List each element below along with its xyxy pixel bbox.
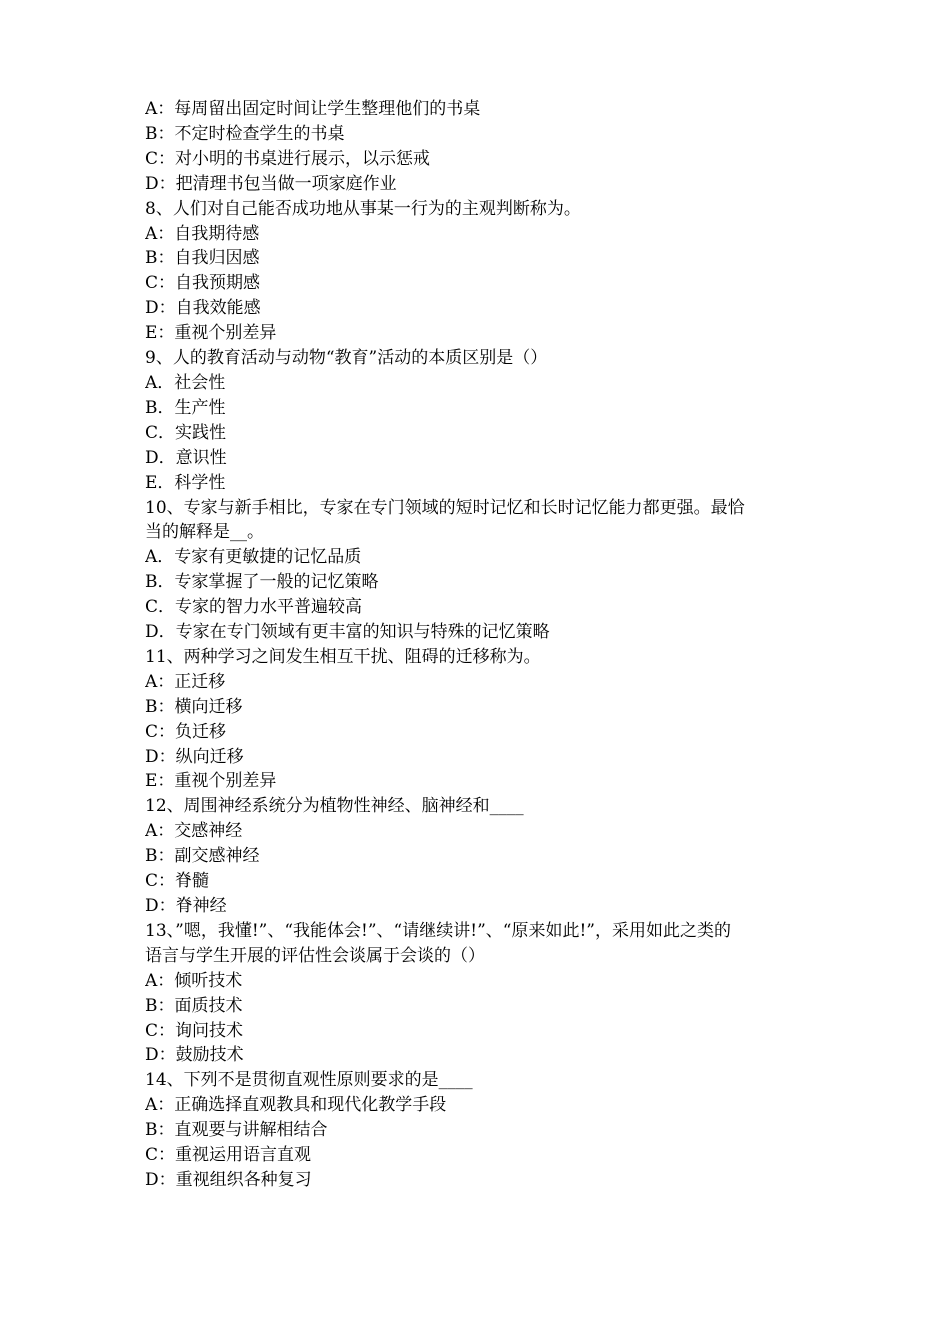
question-12 (145, 794, 815, 919)
option-line: D：重视组织各种复习 (145, 1169, 312, 1190)
option-line: B：直观要与讲解相结合 (145, 1120, 328, 1141)
question-10 (145, 496, 815, 645)
option-line: C：询问技术 (145, 1020, 244, 1041)
option-line: B．生产性 (145, 397, 226, 418)
option-line: A：正迁移 (145, 671, 226, 692)
option-line: D：脊神经 (145, 896, 227, 916)
option-line: D：把清理书包当做一项家庭作业 (145, 173, 397, 194)
option-line: C．实践性 (145, 422, 227, 443)
question-8 (145, 197, 815, 346)
question-stem: 10、专家与新手相比，专家在专门领域的短时记忆和长时记忆能力都更强。最恰 (145, 497, 745, 518)
question-11 (145, 645, 815, 794)
option-line: C：对小明的书桌进行展示，以示惩戒 (145, 148, 431, 169)
question-14 (145, 1068, 815, 1193)
option-line: C：脊髓 (145, 871, 210, 892)
option-line: E：重视个别差异 (145, 323, 277, 344)
option-line: A：倾听技术 (145, 970, 243, 991)
option-line: D．专家在专门领域有更丰富的知识与特殊的记忆策略 (145, 622, 550, 643)
option-line: D：纵向迁移 (145, 746, 244, 767)
question-stem: 14、下列不是贯彻直观性原则要求的是____ (145, 1070, 473, 1091)
question-stem-continued: 当的解释是__。 (145, 522, 264, 543)
option-line: A：自我期待感 (145, 223, 260, 244)
option-line: B：横向迁移 (145, 696, 243, 717)
option-line: A．专家有更敏捷的记忆品质 (145, 547, 362, 568)
option-line: A：交感神经 (145, 821, 243, 842)
option-line: A：每周留出固定时间让学生整理他们的书桌 (145, 99, 481, 119)
option-line: E．科学性 (145, 472, 226, 493)
option-line: D：鼓励技术 (145, 1045, 244, 1066)
question-stem: 13、”嗯，我懂!”、“我能体会!”、“请继续讲!”、“原来如此!”，采用如此之类的 (145, 920, 731, 941)
option-line: B：不定时检查学生的书桌 (145, 123, 345, 144)
document-page (145, 97, 815, 1193)
question-stem: 9、人的教育活动与动物“教育”活动的本质区别是（） (145, 348, 548, 369)
option-line: B：面质技术 (145, 995, 243, 1016)
option-line: B：自我归因感 (145, 248, 260, 269)
question-9 (145, 346, 815, 495)
option-line: C：负迁移 (145, 721, 227, 742)
question-13 (145, 919, 815, 1068)
option-line: D：自我效能感 (145, 298, 261, 319)
question-stem-continued: 语言与学生开展的评估性会谈属于会谈的（） (145, 945, 485, 966)
option-line: B：副交感神经 (145, 846, 260, 867)
question-stem: 11、两种学习之间发生相互干扰、阻碍的迁移称为。 (145, 646, 541, 667)
option-line: C．专家的智力水平普遍较高 (145, 597, 363, 618)
question-stem: 12、周围神经系统分为植物性神经、脑神经和____ (145, 796, 524, 817)
option-line: A．社会性 (145, 372, 226, 393)
option-line: A：正确选择直观教具和现代化教学手段 (145, 1095, 447, 1116)
question-stem: 8、人们对自己能否成功地从事某一行为的主观判断称为。 (145, 198, 581, 219)
option-line: B．专家掌握了一般的记忆策略 (145, 572, 379, 593)
option-line: C：重视运用语言直观 (145, 1145, 312, 1166)
option-line: E：重视个别差异 (145, 771, 277, 792)
option-line: D．意识性 (145, 447, 227, 468)
question-7-options (145, 97, 815, 197)
option-line: C：自我预期感 (145, 273, 261, 294)
